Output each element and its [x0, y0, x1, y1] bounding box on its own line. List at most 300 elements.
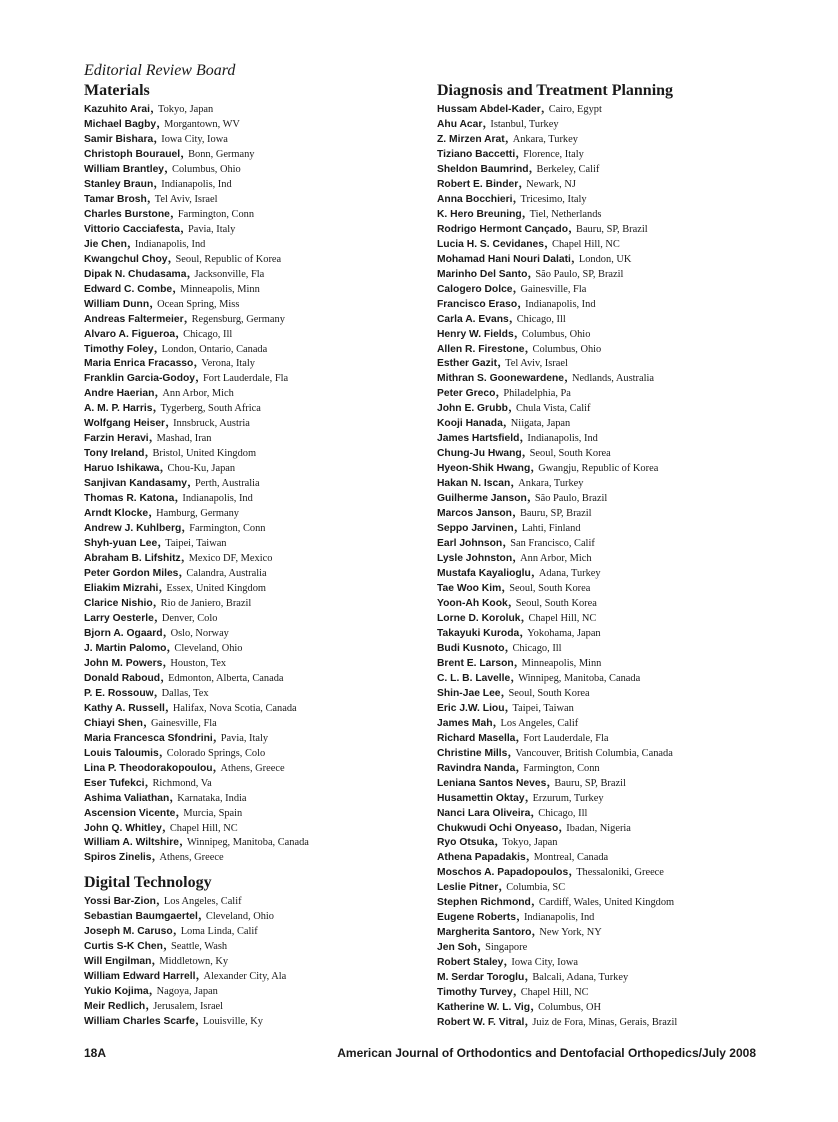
reviewer-entry: Peter Gordon Miles, Calandra, Australia [84, 563, 267, 581]
reviewer-location: Indianapolis, Ind [527, 433, 598, 445]
reviewer-entry: Z. Mirzen Arat, Ankara, Turkey [437, 128, 578, 146]
reviewer-location: Athens, Greece [220, 762, 285, 774]
reviewer-entry: William A. Wiltshire, Winnipeg, Manitoba, Canada [84, 832, 309, 850]
reviewer-name: Takayuki Kuroda [437, 627, 520, 639]
reviewer-entry: Timothy Turvey, Chapel Hill, NC [437, 982, 589, 1000]
reviewer-entry: Christoph Bourauel, Bonn, Germany [84, 143, 255, 161]
reviewer-location: Chula Vista, Calif [515, 403, 591, 415]
reviewer-name: Arndt Klocke [84, 508, 149, 520]
reviewer-name: Jen Soh [437, 942, 478, 954]
reviewer-name: Jie Chen [84, 238, 127, 250]
reviewer-name: J. Martin Palomo [84, 642, 167, 654]
reviewer-location: Iowa City, Iowa [511, 957, 578, 969]
reviewer-location: Jerusalem, Israel [153, 1001, 224, 1013]
digital-technology-list [84, 893, 444, 1028]
reviewer-name: Andrew J. Kuhlberg [84, 523, 182, 535]
reviewer-location: São Paulo, SP, Brazil [535, 268, 624, 280]
reviewer-entry: Chiayi Shen, Gainesville, Fla [84, 712, 217, 730]
reviewer-location: London, UK [578, 253, 632, 265]
reviewer-entry: Meir Redlich, Jerusalem, Israel [84, 996, 224, 1014]
reviewer-location: Minneapolis, Minn [180, 283, 260, 295]
reviewer-location: Columbus, Ohio [521, 328, 591, 340]
reviewer-location: Juiz de Fora, Minas, Gerais, Brazil [532, 1017, 678, 1029]
reviewer-location: Ankara, Turkey [512, 133, 578, 145]
reviewer-entry: Yossi Bar-Zion, Los Angeles, Calif [84, 891, 242, 909]
reviewer-entry: Margherita Santoro, New York, NY [437, 922, 602, 940]
reviewer-entry: Wolfgang Heiser, Innsbruck, Austria [84, 413, 250, 431]
section-title-digital-technology: Digital Technology [84, 874, 212, 892]
reviewer-entry: M. Serdar Toroglu, Balcali, Adana, Turkey [437, 967, 629, 985]
reviewer-location: Dallas, Tex [161, 687, 209, 699]
reviewer-entry: Peter Greco, Philadelphia, Pa [437, 383, 571, 401]
reviewer-entry: Earl Johnson, San Francisco, Calif [437, 533, 595, 551]
reviewer-location: Taipei, Taiwan [165, 538, 227, 550]
reviewer-entry: Nanci Lara Oliveira, Chicago, Ill [437, 802, 588, 820]
reviewer-entry: Hyeon-Shik Hwang, Gwangju, Republic of Korea [437, 458, 659, 476]
reviewer-entry: Curtis S-K Chen, Seattle, Wash [84, 936, 228, 954]
reviewer-name: Nanci Lara Oliveira [437, 807, 531, 819]
reviewer-entry: Brent E. Larson, Minneapolis, Minn [437, 652, 602, 670]
reviewer-location: Essex, United Kingdom [166, 583, 266, 594]
reviewer-entry: Katherine W. L. Vig, Columbus, OH [437, 997, 602, 1015]
reviewer-name: Farzin Heravi [84, 433, 149, 445]
reviewer-entry: Clarice Nishio, Rio de Janiero, Brazil [84, 592, 252, 610]
journal-citation: American Journal of Orthodontics and Dentofacial Orthopedics/July 2008 [337, 1046, 756, 1060]
reviewer-entry: Moschos A. Papadopoulos, Thessaloniki, Greece [437, 862, 664, 880]
reviewer-location: Los Angeles, Calif [163, 896, 242, 908]
reviewer-entry: William Brantley, Columbus, Ohio [84, 158, 241, 176]
reviewer-name: Marcos Janson [437, 508, 512, 520]
reviewer-name: Meir Redlich [84, 1001, 146, 1013]
reviewer-location: Cardiff, Wales, United Kingdom [538, 897, 675, 909]
reviewer-location: Bauru, SP, Brazil [576, 223, 648, 235]
reviewer-entry: Louis Taloumis, Colorado Springs, Colo [84, 742, 266, 760]
reviewer-location: Edmonton, Alberta, Canada [168, 672, 284, 684]
reviewer-entry: Haruo Ishikawa, Chou-Ku, Japan [84, 458, 236, 476]
reviewer-name: Stanley Braun [84, 178, 154, 190]
reviewer-name: Lucia H. S. Cevidanes [437, 238, 545, 250]
reviewer-location: Balcali, Adana, Turkey [532, 972, 629, 984]
page-number: 18A [84, 1046, 107, 1060]
reviewer-name: Ravindra Nanda [437, 762, 516, 774]
reviewer-location: Indianapolis, Ind [523, 912, 595, 924]
reviewer-location: Montreal, Canada [533, 852, 609, 864]
reviewer-name: Husamettin Oktay [437, 792, 525, 804]
reviewer-name: Eser Tufekci [84, 777, 145, 789]
reviewer-name: Vittorio Cacciafesta [84, 223, 180, 235]
reviewer-location: Fort Lauderdale, Fla [203, 373, 289, 385]
reviewer-entry: Chung-Ju Hwang, Seoul, South Korea [437, 443, 611, 461]
reviewer-location: Tygerberg, South Africa [160, 403, 261, 415]
reviewer-entry: Henry W. Fields, Columbus, Ohio [437, 323, 591, 341]
reviewer-name: Carla A. Evans [437, 313, 509, 325]
reviewer-location: Indianapolis, Ind [182, 493, 253, 505]
reviewer-name: Kazuhito Arai [84, 104, 150, 115]
reviewer-location: Fort Lauderdale, Fla [523, 732, 609, 744]
reviewer-location: Florence, Italy [523, 148, 584, 160]
reviewer-location: Pavia, Italy [187, 223, 236, 235]
reviewer-name: Yukio Kojima [84, 986, 149, 998]
reviewer-location: Chicago, Ill [512, 642, 562, 654]
reviewer-entry: Bjorn A. Ogaard, Oslo, Norway [84, 622, 229, 640]
section-title-diagnosis: Diagnosis and Treatment Planning [437, 82, 674, 99]
reviewer-location: Bauru, SP, Brazil [554, 777, 626, 789]
reviewer-entry: Ahu Acar, Istanbul, Turkey [437, 113, 559, 131]
reviewer-name: Sanjivan Kandasamy [84, 478, 188, 490]
reviewer-name: Michael Bagby [84, 118, 157, 130]
reviewer-name: A. M. P. Harris [84, 403, 153, 415]
reviewer-location: Lahti, Finland [521, 523, 581, 535]
reviewer-name: Edward C. Combe [84, 283, 173, 295]
reviewer-location: Denver, Colo [161, 612, 218, 624]
reviewer-location: Ibadan, Nigeria [566, 822, 631, 834]
reviewer-entry: Eugene Roberts, Indianapolis, Ind [437, 907, 595, 925]
reviewer-location: Oslo, Norway [170, 627, 229, 639]
reviewer-entry: Jie Chen, Indianapolis, Ind [84, 233, 206, 251]
reviewer-name: Thomas R. Katona [84, 493, 175, 505]
reviewer-entry: Marinho Del Santo, São Paulo, SP, Brazil [437, 263, 624, 281]
reviewer-location: Taipei, Taiwan [512, 702, 574, 714]
reviewer-name: Tae Woo Kim [437, 583, 502, 594]
reviewer-entry: Allen R. Firestone, Columbus, Ohio [437, 338, 602, 356]
reviewer-location: Yokohama, Japan [527, 627, 601, 639]
reviewer-entry: Esther Gazit, Tel Aviv, Israel [437, 353, 568, 371]
reviewer-entry: Dipak N. Chudasama, Jacksonville, Fla [84, 263, 265, 281]
reviewer-entry: Spiros Zinelis, Athens, Greece [84, 847, 224, 865]
reviewer-entry: Robert E. Binder, Newark, NJ [437, 173, 576, 191]
reviewer-entry: Carla A. Evans, Chicago, Ill [437, 308, 566, 326]
reviewer-entry: James Hartsfield, Indianapolis, Ind [437, 428, 598, 446]
reviewer-location: Tiel, Netherlands [529, 208, 602, 220]
reviewer-location: Loma Linda, Calif [180, 926, 258, 938]
reviewer-entry: Marcos Janson, Bauru, SP, Brazil [437, 503, 592, 521]
reviewer-name: James Hartsfield [437, 433, 520, 445]
reviewer-location: San Francisco, Calif [510, 538, 595, 550]
reviewer-location: Louisville, Ky [202, 1016, 263, 1028]
reviewer-entry: Shin-Jae Lee, Seoul, South Korea [437, 682, 590, 700]
reviewer-entry: William Charles Scarfe, Louisville, Ky [84, 1011, 263, 1029]
reviewer-name: Hakan N. Iscan [437, 478, 511, 490]
reviewer-location: Ocean Spring, Miss [157, 298, 240, 310]
reviewer-entry: Joseph M. Caruso, Loma Linda, Calif [84, 921, 258, 939]
reviewer-name: Earl Johnson [437, 538, 503, 550]
reviewer-name: Z. Mirzen Arat [437, 133, 505, 145]
reviewer-location: Los Angeles, Calif [500, 717, 579, 729]
reviewer-entry: Andre Haerian, Ann Arbor, Mich [84, 383, 234, 401]
reviewer-location: São Paulo, Brazil [534, 493, 608, 505]
reviewer-entry: Anna Bocchieri, Tricesimo, Italy [437, 188, 587, 206]
reviewer-location: Richmond, Va [152, 777, 212, 789]
reviewer-location: Jacksonville, Fla [194, 268, 265, 280]
reviewer-name: Richard Masella [437, 732, 516, 744]
reviewer-name: Tamar Brosh [84, 193, 147, 205]
reviewer-name: Eugene Roberts [437, 912, 516, 924]
reviewer-location: Winnipeg, Manitoba, Canada [186, 837, 309, 849]
reviewer-entry: Yoon-Ah Kook, Seoul, South Korea [437, 592, 597, 610]
reviewer-name: Anna Bocchieri [437, 193, 513, 205]
reviewer-location: Seoul, South Korea [515, 597, 597, 609]
reviewer-entry: Eliakim Mizrahi, Essex, United Kingdom [84, 578, 266, 595]
reviewer-name: Timothy Foley [84, 343, 154, 355]
reviewer-entry: Samir Bishara, Iowa City, Iowa [84, 128, 228, 146]
reviewer-location: Columbus, OH [538, 1002, 602, 1014]
reviewer-location: Berkeley, Calif [536, 163, 600, 175]
reviewer-entry: Will Engilman, Middletown, Ky [84, 951, 229, 969]
reviewer-name: Andre Haerian [84, 388, 155, 400]
reviewer-entry: Robert W. F. Vitral, Juiz de Fora, Minas, Gerais, Brazil [437, 1012, 678, 1030]
reviewer-name: Franklin Garcia-Godoy [84, 373, 196, 385]
reviewer-entry: Budi Kusnoto, Chicago, Ill [437, 637, 562, 655]
reviewer-entry: Ashima Valiathan, Karnataka, India [84, 787, 247, 805]
reviewer-location: Chapel Hill, NC [552, 238, 620, 250]
reviewer-name: Abraham B. Lifshitz [84, 553, 181, 565]
reviewer-name: Chukwudi Ochi Onyeaso [437, 822, 559, 834]
reviewer-name: John Q. Whitley [84, 822, 162, 834]
reviewer-name: Chiayi Shen [84, 717, 143, 729]
reviewer-name: Esther Gazit [437, 358, 498, 370]
reviewer-entry: John Q. Whitley, Chapel Hill, NC [84, 817, 238, 835]
reviewer-location: Tricesimo, Italy [520, 193, 587, 205]
reviewer-location: Chou-Ku, Japan [167, 463, 236, 475]
reviewer-location: Chicago, Ill [183, 328, 233, 340]
board-title: Editorial Review Board [84, 62, 236, 79]
reviewer-location: Columbia, SC [506, 882, 566, 894]
reviewer-name: Peter Gordon Miles [84, 568, 179, 580]
reviewer-entry: Calogero Dolce, Gainesville, Fla [437, 278, 587, 296]
reviewer-location: Tel Aviv, Israel [505, 358, 568, 370]
reviewer-location: Rio de Janiero, Brazil [160, 597, 252, 609]
reviewer-entry: Vittorio Cacciafesta, Pavia, Italy [84, 218, 236, 236]
reviewer-entry: Franklin Garcia-Godoy, Fort Lauderdale, Fla [84, 368, 289, 386]
reviewer-location: Columbus, Ohio [172, 163, 241, 175]
reviewer-name: Hussam Abdel-Kader [437, 104, 541, 115]
reviewer-location: Erzurum, Turkey [532, 792, 604, 804]
reviewer-name: Maria Francesca Sfondrini [84, 732, 213, 744]
reviewer-entry: Francisco Eraso, Indianapolis, Ind [437, 293, 596, 311]
reviewer-location: Perth, Australia [195, 478, 260, 490]
reviewer-entry: Robert Staley, Iowa City, Iowa [437, 952, 578, 970]
reviewer-name: Ahu Acar [437, 118, 483, 130]
reviewer-location: Seoul, South Korea [508, 687, 590, 699]
reviewer-entry: John E. Grubb, Chula Vista, Calif [437, 398, 591, 416]
reviewer-name: John M. Powers [84, 657, 163, 669]
reviewer-name: Kathy A. Russell [84, 702, 165, 714]
reviewer-location: Gainesville, Fla [150, 717, 217, 729]
reviewer-entry: Mohamad Hani Nouri Dalati, London, UK [437, 248, 632, 266]
reviewer-entry: Christine Mills, Vancouver, British Columbia, Canada [437, 742, 673, 760]
reviewer-entry: Leniana Santos Neves, Bauru, SP, Brazil [437, 772, 626, 790]
reviewer-name: Bjorn A. Ogaard [84, 627, 163, 639]
reviewer-entry: Kazuhito Arai, Tokyo, Japan [84, 99, 214, 116]
reviewer-location: Morgantown, WV [164, 118, 240, 130]
reviewer-location: Tel Aviv, Israel [154, 193, 218, 205]
reviewer-name: Stephen Richmond [437, 897, 531, 909]
reviewer-entry: Rodrigo Hermont Cançado, Bauru, SP, Brazil [437, 218, 648, 236]
reviewer-name: Shyh-yuan Lee [84, 538, 158, 550]
reviewer-location: Tokyo, Japan [502, 837, 558, 849]
reviewer-name: Ryo Otsuka [437, 837, 495, 849]
reviewer-entry: James Mah, Los Angeles, Calif [437, 712, 579, 730]
reviewer-name: Chung-Ju Hwang [437, 448, 522, 460]
reviewer-name: Katherine W. L. Vig [437, 1002, 531, 1014]
reviewer-name: Joseph M. Caruso [84, 926, 173, 938]
reviewer-entry: C. L. B. Lavelle, Winnipeg, Manitoba, Canada [437, 667, 641, 685]
reviewer-location: Chicago, Ill [516, 313, 566, 325]
reviewer-name: John E. Grubb [437, 403, 508, 415]
reviewer-entry: Stanley Braun, Indianapolis, Ind [84, 173, 232, 191]
reviewer-location: Ann Arbor, Mich [520, 553, 592, 565]
reviewer-name: Francisco Eraso [437, 298, 518, 310]
reviewer-name: Margherita Santoro [437, 927, 532, 939]
reviewer-location: Vancouver, British Columbia, Canada [515, 747, 673, 759]
reviewer-name: Louis Taloumis [84, 747, 159, 759]
reviewer-name: Mustafa Kayalioglu [437, 568, 531, 580]
reviewer-entry: Abraham B. Lifshitz, Mexico DF, Mexico [84, 548, 273, 566]
reviewer-name: Kooji Hanada [437, 418, 503, 430]
reviewer-name: Robert W. F. Vitral [437, 1017, 525, 1029]
reviewer-location: Philadelphia, Pa [503, 388, 571, 400]
reviewer-entry: Eser Tufekci, Richmond, Va [84, 772, 212, 790]
reviewer-entry: Husamettin Oktay, Erzurum, Turkey [437, 787, 604, 805]
reviewer-name: Haruo Ishikawa [84, 463, 160, 475]
reviewer-location: Hamburg, Germany [156, 508, 240, 520]
reviewer-location: London, Ontario, Canada [161, 343, 268, 355]
reviewer-location: Iowa City, Iowa [161, 133, 228, 145]
reviewer-name: Guilherme Janson [437, 493, 527, 505]
reviewer-entry: Tony Ireland, Bristol, United Kingdom [84, 443, 257, 461]
reviewer-entry: Alvaro A. Figueroa, Chicago, Ill [84, 323, 233, 341]
reviewer-location: Verona, Italy [201, 358, 255, 370]
reviewer-entry: Tae Woo Kim, Seoul, South Korea [437, 578, 591, 595]
reviewer-location: Gwangju, Republic of Korea [538, 463, 659, 475]
reviewer-name: Yossi Bar-Zion [84, 896, 156, 908]
reviewer-location: Murcia, Spain [183, 807, 243, 819]
reviewer-location: Gainesville, Fla [520, 283, 587, 295]
reviewer-entry: Sheldon Baumrind, Berkeley, Calif [437, 158, 600, 176]
reviewer-location: Bonn, Germany [188, 148, 255, 160]
reviewer-location: Mexico DF, Mexico [188, 553, 273, 565]
reviewer-location: Minneapolis, Minn [521, 657, 602, 669]
reviewer-location: Seattle, Wash [170, 941, 228, 953]
reviewer-location: Chapel Hill, NC [520, 987, 589, 999]
reviewer-location: Ann Arbor, Mich [162, 388, 234, 400]
reviewer-name: Ascension Vicente [84, 807, 176, 819]
reviewer-name: Rodrigo Hermont Cançado [437, 223, 569, 235]
reviewer-name: Alvaro A. Figueroa [84, 328, 176, 340]
reviewer-entry: Edward C. Combe, Minneapolis, Minn [84, 278, 260, 296]
reviewer-entry: Michael Bagby, Morgantown, WV [84, 113, 240, 131]
reviewer-entry: Thomas R. Katona, Indianapolis, Ind [84, 488, 253, 506]
reviewer-location: Winnipeg, Manitoba, Canada [518, 672, 641, 684]
reviewer-name: William Brantley [84, 163, 165, 175]
reviewer-entry: Stephen Richmond, Cardiff, Wales, United Kingdom [437, 892, 675, 910]
reviewer-name: Spiros Zinelis [84, 852, 152, 864]
reviewer-location: Houston, Tex [170, 657, 227, 669]
reviewer-name: Christoph Bourauel [84, 148, 181, 160]
reviewer-entry: Lucia H. S. Cevidanes, Chapel Hill, NC [437, 233, 620, 251]
reviewer-name: Tony Ireland [84, 448, 145, 460]
reviewer-name: Allen R. Firestone [437, 343, 525, 355]
reviewer-name: Lorne D. Koroluk [437, 612, 521, 624]
reviewer-location: Regensburg, Germany [191, 313, 285, 325]
reviewer-name: Lysle Johnston [437, 553, 513, 565]
reviewer-location: Farmington, Conn [523, 762, 600, 774]
reviewer-entry: Shyh-yuan Lee, Taipei, Taiwan [84, 533, 227, 551]
reviewer-name: Leslie Pitner [437, 882, 499, 894]
reviewer-name: Leniana Santos Neves [437, 777, 547, 789]
reviewer-location: Nagoya, Japan [156, 986, 218, 998]
reviewer-location: Seoul, South Korea [529, 448, 611, 460]
left-column [84, 81, 444, 1028]
reviewer-entry: Takayuki Kuroda, Yokohama, Japan [437, 622, 601, 640]
reviewer-name: Hyeon-Shik Hwang [437, 463, 531, 475]
reviewer-location: Cairo, Egypt [548, 104, 602, 115]
reviewer-entry: Maria Enrica Fracasso, Verona, Italy [84, 353, 255, 371]
reviewer-location: Halifax, Nova Scotia, Canada [172, 702, 297, 714]
reviewer-location: Seoul, South Korea [509, 583, 591, 594]
reviewer-entry: Chukwudi Ochi Onyeaso, Ibadan, Nigeria [437, 817, 631, 835]
reviewer-name: K. Hero Breuning [437, 208, 522, 220]
reviewer-entry: Sebastian Baumgaertel, Cleveland, Ohio [84, 906, 274, 924]
reviewer-name: Sheldon Baumrind [437, 163, 529, 175]
reviewer-location: Cleveland, Ohio [205, 911, 274, 923]
reviewer-name: Eliakim Mizrahi [84, 583, 159, 594]
reviewer-location: Columbus, Ohio [532, 343, 602, 355]
reviewer-name: Robert Staley [437, 957, 504, 969]
reviewer-name: Moschos A. Papadopoulos [437, 867, 569, 879]
reviewer-entry: Tamar Brosh, Tel Aviv, Israel [84, 188, 218, 206]
reviewer-name: Samir Bishara [84, 133, 154, 145]
reviewer-location: Newark, NJ [526, 178, 576, 190]
reviewer-entry: Hakan N. Iscan, Ankara, Turkey [437, 473, 584, 491]
reviewer-location: Farmington, Conn [189, 523, 266, 535]
reviewer-location: Farmington, Conn [177, 208, 255, 220]
reviewer-location: Pavia, Italy [220, 732, 269, 744]
reviewer-entry: Mustafa Kayalioglu, Adana, Turkey [437, 563, 601, 581]
reviewer-entry: Lysle Johnston, Ann Arbor, Mich [437, 548, 592, 566]
reviewer-location: Nedlands, Australia [572, 373, 654, 385]
reviewer-name: Ashima Valiathan [84, 792, 170, 804]
reviewer-entry: Ravindra Nanda, Farmington, Conn [437, 757, 600, 775]
reviewer-name: Eric J.W. Liou [437, 702, 505, 714]
reviewer-name: Will Engilman [84, 956, 152, 968]
reviewer-name: Mohamad Hani Nouri Dalati [437, 253, 571, 265]
reviewer-entry: Farzin Heravi, Mashad, Iran [84, 428, 212, 446]
reviewer-entry: K. Hero Breuning, Tiel, Netherlands [437, 203, 602, 221]
reviewer-entry: Kooji Hanada, Niigata, Japan [437, 413, 571, 431]
reviewer-location: Adana, Turkey [538, 568, 601, 580]
reviewer-entry: Ascension Vicente, Murcia, Spain [84, 802, 243, 820]
reviewer-location: Cleveland, Ohio [174, 642, 243, 654]
reviewer-name: Larry Oesterle [84, 612, 154, 624]
reviewer-entry: J. Martin Palomo, Cleveland, Ohio [84, 637, 243, 655]
reviewer-location: Seoul, Republic of Korea [175, 253, 282, 265]
reviewer-name: Dipak N. Chudasama [84, 268, 187, 280]
reviewer-location: Bristol, United Kingdom [152, 448, 257, 460]
reviewer-location: Alexander City, Ala [203, 971, 287, 983]
reviewer-name: Budi Kusnoto [437, 642, 505, 654]
reviewer-entry: Hussam Abdel-Kader, Cairo, Egypt [437, 99, 602, 116]
reviewer-name: William Charles Scarfe [84, 1016, 195, 1028]
reviewer-location: Thessaloniki, Greece [576, 867, 664, 879]
reviewer-name: P. E. Rossouw [84, 687, 154, 699]
section-title-materials: Materials [84, 82, 150, 99]
reviewer-name: Robert E. Binder [437, 178, 519, 190]
reviewer-name: James Mah [437, 717, 493, 729]
reviewer-location: Colorado Springs, Colo [166, 747, 266, 759]
reviewer-entry: Tiziano Baccetti, Florence, Italy [437, 143, 584, 161]
reviewer-location: Chapel Hill, NC [169, 822, 238, 834]
